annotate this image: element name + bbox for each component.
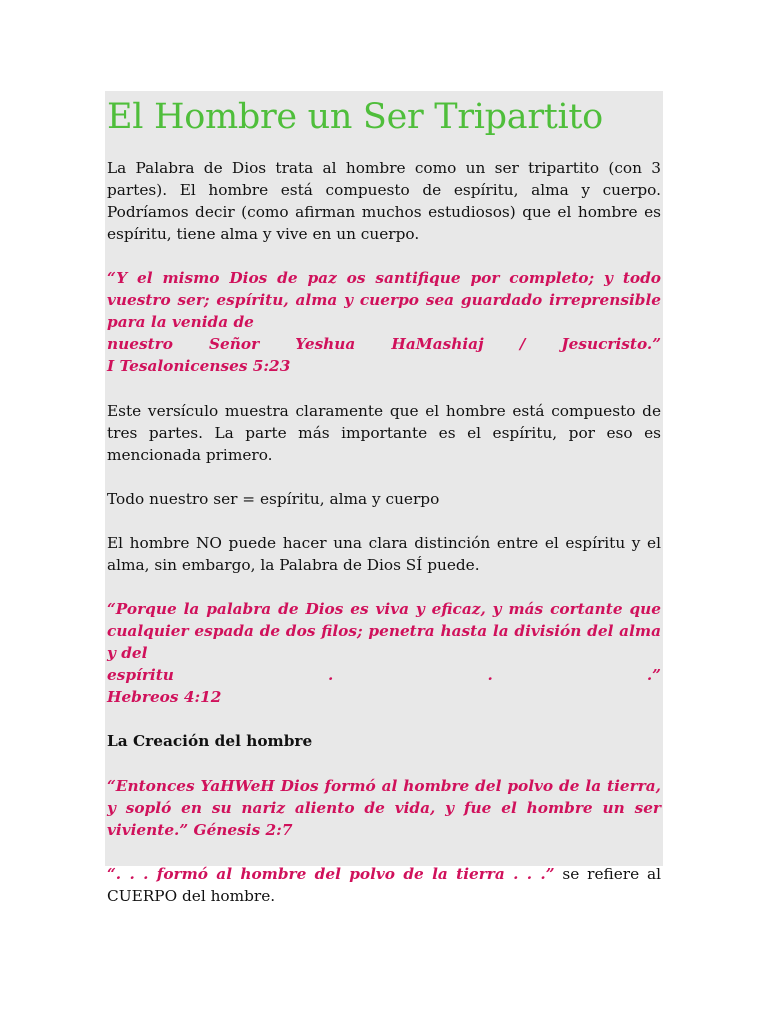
page-title: El Hombre un Ser Tripartito (107, 97, 603, 137)
quote-word: / (519, 335, 526, 353)
quote-word: HaMashiaj (391, 335, 484, 353)
quote-word: . (328, 666, 334, 684)
quote-word: Jesucristo.” (561, 335, 661, 353)
quote-text: “Y el mismo Dios de paz os santifique por completo; y todo vuestro ser; espíritu, alma y cuerpo sea guardado irreprensible para la venida de (107, 269, 661, 331)
quote-word: Señor (209, 335, 260, 353)
quote-text: “Entonces YaHWeH Dios formó al hombre del polvo de la tierra, y sopló en su nariz aliento de vida, y fue el hombre un ser viviente.” (107, 777, 661, 839)
scripture-quote-tesalonicenses (107, 267, 661, 377)
summary-line: Todo nuestro ser = espíritu, alma y cuerpo (107, 490, 440, 508)
scripture-quote-genesis (107, 775, 661, 841)
quote-word: espíritu (107, 666, 174, 684)
document-page (105, 91, 663, 905)
quote-word: .” (646, 666, 661, 684)
scripture-quote-hebreos (107, 598, 661, 708)
explanation-paragraph: Este versículo muestra claramente que el hombre está compuesto de tres partes. La parte más importante es el espíritu, por eso es mencionada primero. (107, 402, 661, 464)
quote-word: nuestro (107, 335, 173, 353)
paragraph-text: se refiere al CUERPO del hombre. (107, 865, 661, 905)
quote-reference: Génesis 2:7 (193, 821, 293, 839)
inline-quote: “. . . formó al hombre del polvo de la tierra . . .” (107, 865, 555, 883)
quote-word: . (487, 666, 493, 684)
quote-reference: Hebreos 4:12 (107, 688, 222, 706)
quote-text: “Porque la palabra de Dios es viva y eficaz, y más cortante que cualquier espada de dos filos; penetra hasta la división del alma y del (107, 600, 661, 662)
quote-last-line (107, 664, 661, 686)
cuerpo-paragraph (107, 863, 661, 907)
quote-reference: I Tesalonicenses 5:23 (107, 357, 291, 375)
section-heading-creacion: La Creación del hombre (107, 732, 313, 750)
intro-paragraph: La Palabra de Dios trata al hombre como un ser tripartito (con 3 partes). El hombre está compuesto de espíritu, alma y cuerpo. Podríamos decir (como afirman muchos estudiosos) que el hombre es espíritu, tiene alma y vive en un cuerpo. (107, 159, 661, 243)
distinction-paragraph: El hombre NO puede hacer una clara distinción entre el espíritu y el alma, sin embargo, la Palabra de Dios SÍ puede. (107, 534, 661, 574)
quote-last-line (107, 333, 661, 355)
quote-word: Yeshua (295, 335, 356, 353)
